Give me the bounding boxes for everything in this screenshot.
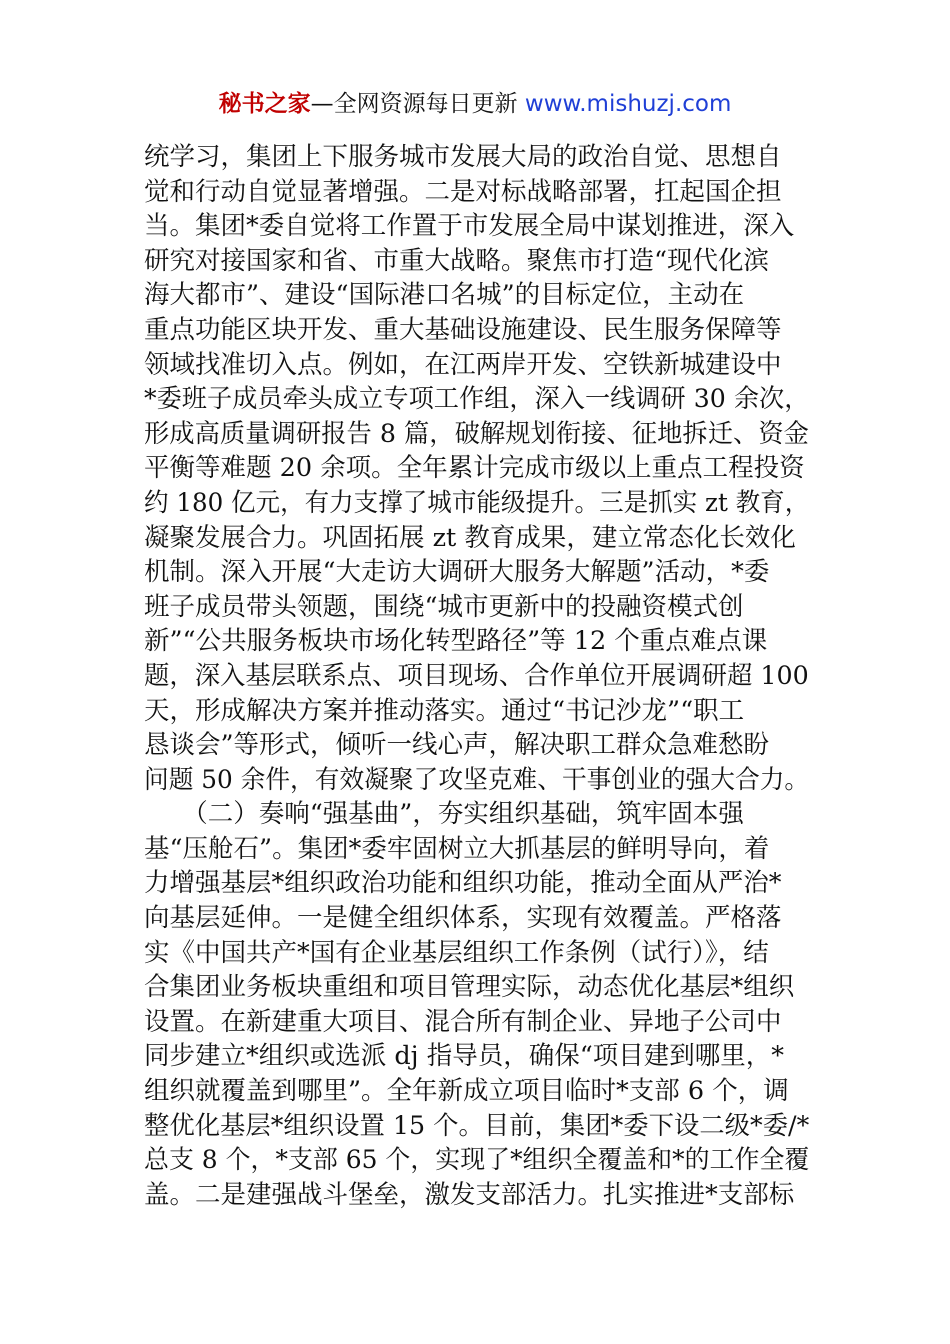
text-line: 新”“公共服务板块市场化转型路径”等 12 个重点难点课 [144, 626, 768, 657]
header-tagline: —全网资源每日更新 [310, 91, 518, 117]
text-line: 基“压舱石”。集团*委牢固树立大抓基层的鲜明导向，着 [144, 833, 770, 864]
text-line: 凝聚发展合力。巩固拓展 zt 教育成果，建立常态化长效化 [144, 522, 796, 553]
text-line: 统学习，集团上下服务城市发展大局的政治自觉、思想自 [144, 142, 782, 172]
text-line: 觉和行动自觉显著增强。二是对标战略部署，扛起国企担 [144, 176, 782, 207]
text-line: 实《中国共产*国有企业基层组织工作条例（试行）》，结 [144, 937, 769, 968]
page-header [0, 88, 950, 120]
text-line: 约 180 亿元，有力支撑了城市能级提升。三是抓实 zt 教育， [144, 487, 810, 518]
text-line: 机制。深入开展“大走访大调研大服务大解题”活动，*委 [144, 557, 770, 588]
document-body [144, 140, 809, 1212]
text-line: 班子成员带头领题，围绕“城市更新中的投融资模式创 [144, 591, 744, 622]
text-line: 同步建立*组织或选派 dj 指导员，确保“项目建到哪里，* [144, 1041, 784, 1072]
text-line: 形成高质量调研报告 8 篇，破解规划衔接、征地拆迁、资金 [144, 418, 809, 449]
text-line: 设置。在新建重大项目、混合所有制企业、异地子公司中 [144, 1006, 782, 1037]
text-line: 总支 8 个，*支部 65 个，实现了*组织全覆盖和*的工作全覆 [144, 1145, 810, 1176]
text-line: 力增强基层*组织政治功能和组织功能，推动全面从严治* [144, 868, 782, 899]
text-line: 合集团业务板块重组和项目管理实际，动态优化基层*组织 [144, 972, 795, 1003]
text-line: 向基层延伸。一是健全组织体系，实现有效覆盖。严格落 [144, 903, 782, 934]
text-line: 盖。二是建强战斗堡垒，激发支部活力。扎实推进*支部标 [144, 1179, 795, 1210]
text-line: 组织就覆盖到哪里”。全年新成立项目临时*支部 6 个，调 [144, 1076, 789, 1107]
text-line: 问题 50 余件，有效凝聚了攻坚克难、干事创业的强大合力。 [144, 764, 810, 795]
text-line: 整优化基层*组织设置 15 个。目前，集团*委下设二级*委/* [144, 1110, 810, 1141]
text-line: 重点功能区块开发、重大基础设施建设、民生服务保障等 [144, 314, 782, 345]
text-line: 题，深入基层联系点、项目现场、合作单位开展调研超 100 [144, 660, 809, 691]
section-heading-line: （二）奏响“强基曲”，夯实组织基础，筑牢固本强 [144, 799, 744, 830]
text-line: 平衡等难题 20 余项。全年累计完成市级以上重点工程投资 [144, 453, 805, 484]
text-line: 恳谈会”等形式，倾听一线心声，解决职工群众急难愁盼 [144, 730, 770, 761]
text-line: 天，形成解决方案并推动落实。通过“书记沙龙”“职工 [144, 695, 745, 726]
text-line: 领域找准切入点。例如，在江两岸开发、空铁新城建设中 [144, 349, 782, 380]
brand-name: 秘书之家 [218, 91, 311, 117]
site-url-link[interactable]: www.mishuzj.com [524, 91, 732, 117]
text-line: 研究对接国家和省、市重大战略。聚焦市打造“现代化滨 [144, 245, 770, 276]
text-line: 当。集团*委自觉将工作置于市发展全局中谋划推进，深入 [144, 211, 795, 242]
text-line: *委班子成员牵头成立专项工作组，深入一线调研 30 余次， [144, 384, 810, 415]
text-line: 海大都市”、建设“国际港口名城”的目标定位，主动在 [144, 280, 745, 311]
